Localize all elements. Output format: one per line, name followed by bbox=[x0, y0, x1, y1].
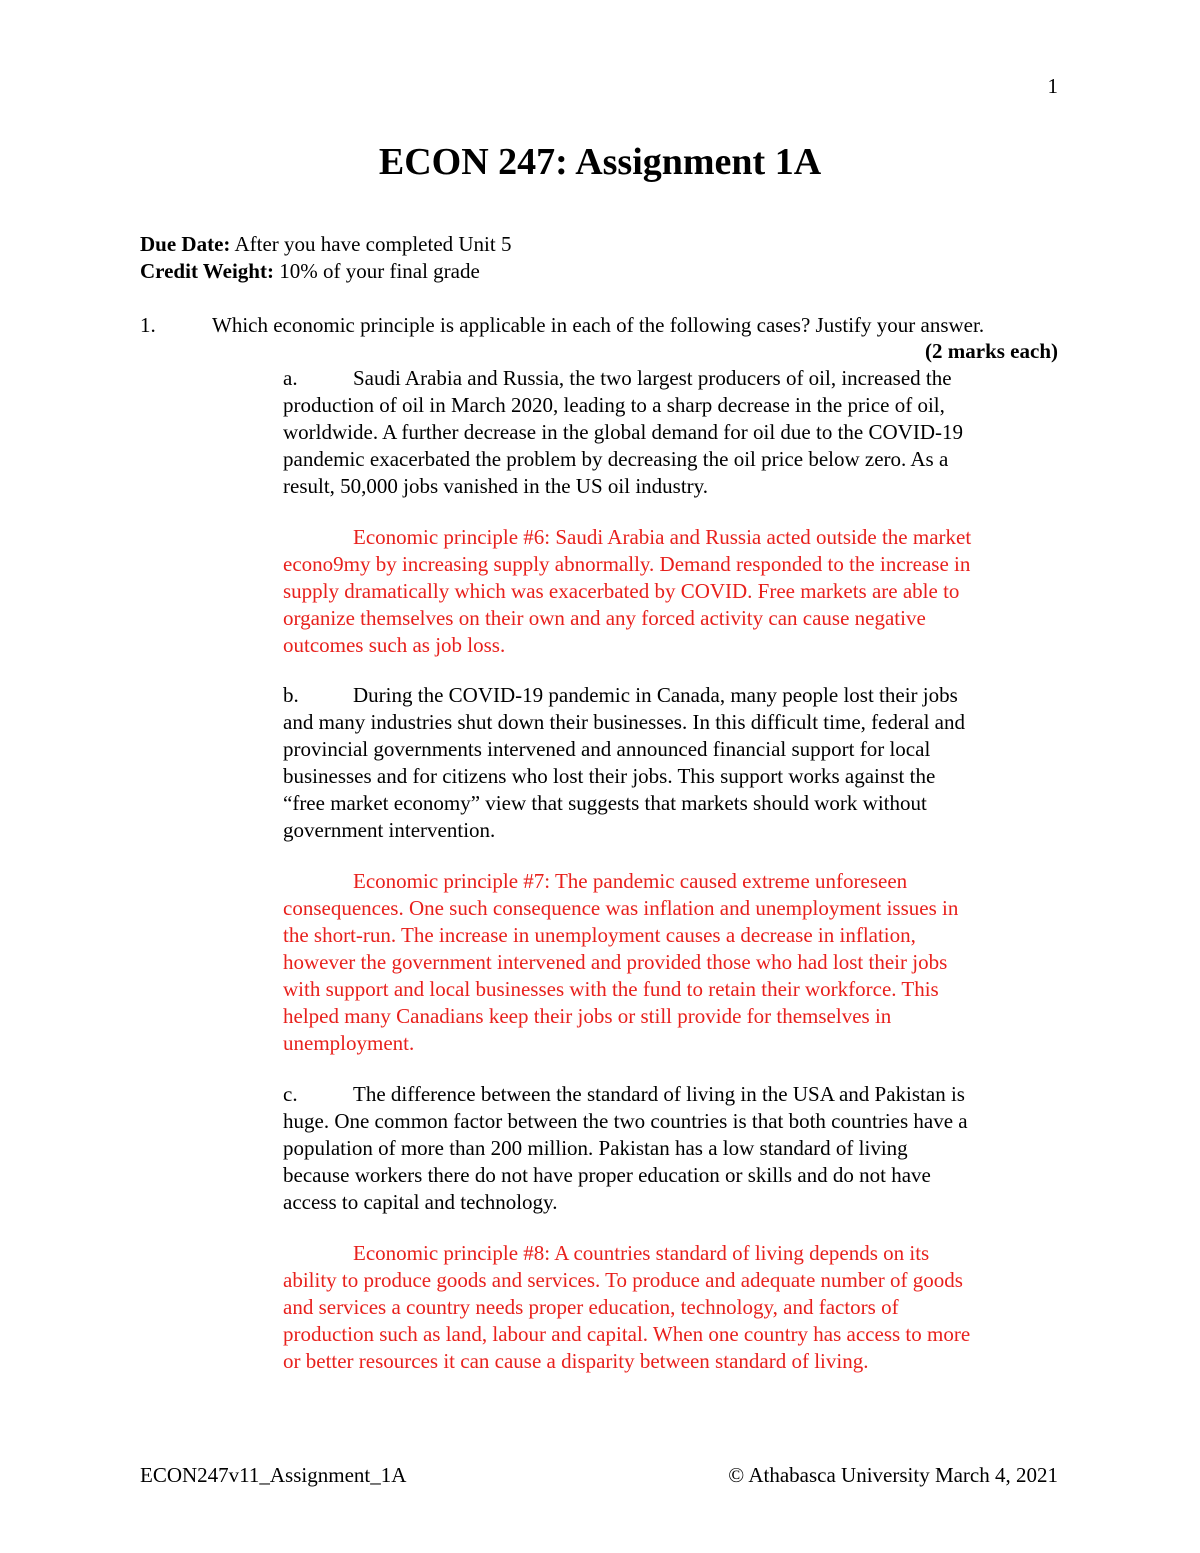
due-date-line bbox=[140, 232, 511, 257]
answer-c-line: ability to produce goods and services. To produce and adequate number of goods bbox=[283, 1268, 963, 1292]
answer-b-line: however the government intervened and provided those who had lost their jobs bbox=[283, 950, 948, 974]
part-a bbox=[283, 365, 1073, 500]
part-b-line: “free market economy” view that suggests that markets should work without bbox=[283, 791, 927, 815]
credit-weight-line bbox=[140, 259, 480, 284]
answer-b-line bbox=[283, 868, 1073, 895]
footer-copyright: © Athabasca University March 4, 2021 bbox=[728, 1463, 1058, 1487]
answer-c-line-text: Economic principle #8: A countries standard of living depends on its bbox=[353, 1241, 930, 1265]
part-a-line: pandemic exacerbated the problem by decreasing the oil price below zero. As a bbox=[283, 447, 949, 471]
part-b-line-text: During the COVID-19 pandemic in Canada, many people lost their jobs bbox=[353, 683, 958, 707]
part-c-letter: c. bbox=[283, 1082, 298, 1106]
part-c-line: huge. One common factor between the two countries is that both countries have a bbox=[283, 1109, 968, 1133]
part-b-line: businesses and for citizens who lost their jobs. This support works against the bbox=[283, 764, 936, 788]
answer-c-line: or better resources it can cause a disparity between standard of living. bbox=[283, 1349, 869, 1373]
answer-a-line: econo9my by increasing supply abnormally. Demand responded to the increase in bbox=[283, 552, 971, 576]
footer-filename: ECON247v11_Assignment_1A bbox=[140, 1463, 407, 1487]
part-a-line: production of oil in March 2020, leading to a sharp decrease in the price of oil, bbox=[283, 393, 945, 417]
part-a-line-text: Saudi Arabia and Russia, the two largest producers of oil, increased the bbox=[353, 366, 952, 390]
part-b bbox=[283, 682, 1073, 844]
answer-a-line: organize themselves on their own and any forced activity can cause negative bbox=[283, 606, 926, 630]
question-number: 1. bbox=[140, 313, 156, 337]
credit-weight-label: Credit Weight: bbox=[140, 259, 274, 283]
part-a-line: worldwide. A further decrease in the global demand for oil due to the COVID-19 bbox=[283, 420, 963, 444]
due-date-value: After you have completed Unit 5 bbox=[230, 232, 512, 256]
answer-b-line-text: Economic principle #7: The pandemic caused extreme unforeseen bbox=[353, 869, 908, 893]
answer-b-line: consequences. One such consequence was inflation and unemployment issues in bbox=[283, 896, 959, 920]
part-b-letter: b. bbox=[283, 683, 299, 707]
answer-a-line: outcomes such as job loss. bbox=[283, 633, 506, 657]
part-b-line bbox=[283, 682, 1073, 709]
answer-b-line: the short-run. The increase in unemployment causes a decrease in inflation, bbox=[283, 923, 916, 947]
part-c-line: because workers there do not have proper education or skills and do not have bbox=[283, 1163, 931, 1187]
page-number: 1 bbox=[1047, 74, 1058, 98]
credit-weight-value: 10% of your final grade bbox=[273, 259, 480, 283]
part-c-line-text: The difference between the standard of living in the USA and Pakistan is bbox=[353, 1082, 965, 1106]
part-b-line: and many industries shut down their businesses. In this difficult time, federal and bbox=[283, 710, 965, 734]
due-date-label: Due Date: bbox=[140, 232, 231, 256]
answer-a-line: supply dramatically which was exacerbated by COVID. Free markets are able to bbox=[283, 579, 960, 603]
document-title: ECON 247: Assignment 1A bbox=[378, 141, 822, 183]
answer-c-line: production such as land, labour and capital. When one country has access to more bbox=[283, 1322, 971, 1346]
part-c-line: population of more than 200 million. Pakistan has a low standard of living bbox=[283, 1136, 908, 1160]
answer-b-line: unemployment. bbox=[283, 1031, 415, 1055]
part-c-line: access to capital and technology. bbox=[283, 1190, 558, 1214]
part-b-line: provincial governments intervened and announced financial support for local bbox=[283, 737, 931, 761]
question-text: Which economic principle is applicable in each of the following cases? Justify your answer. bbox=[212, 313, 985, 337]
answer-a-line bbox=[283, 524, 1073, 551]
answer-c-line: and services a country needs proper education, technology, and factors of bbox=[283, 1295, 899, 1319]
part-a-line bbox=[283, 365, 1073, 392]
answer-b-line: helped many Canadians keep their jobs or still provide for themselves in bbox=[283, 1004, 892, 1028]
part-c-line bbox=[283, 1081, 1073, 1108]
part-b-line: government intervention. bbox=[283, 818, 496, 842]
answer-c-line bbox=[283, 1240, 1073, 1267]
part-a-line: result, 50,000 jobs vanished in the US oil industry. bbox=[283, 474, 709, 498]
part-a-letter: a. bbox=[283, 366, 298, 390]
answer-c bbox=[283, 1240, 1073, 1375]
answer-b bbox=[283, 868, 1073, 1057]
answer-a bbox=[283, 524, 1073, 659]
marks-label: (2 marks each) bbox=[925, 339, 1058, 363]
answer-a-line-text: Economic principle #6: Saudi Arabia and Russia acted outside the market bbox=[353, 525, 972, 549]
answer-b-line: with support and local businesses with the fund to retain their workforce. This bbox=[283, 977, 939, 1001]
part-c bbox=[283, 1081, 1073, 1216]
